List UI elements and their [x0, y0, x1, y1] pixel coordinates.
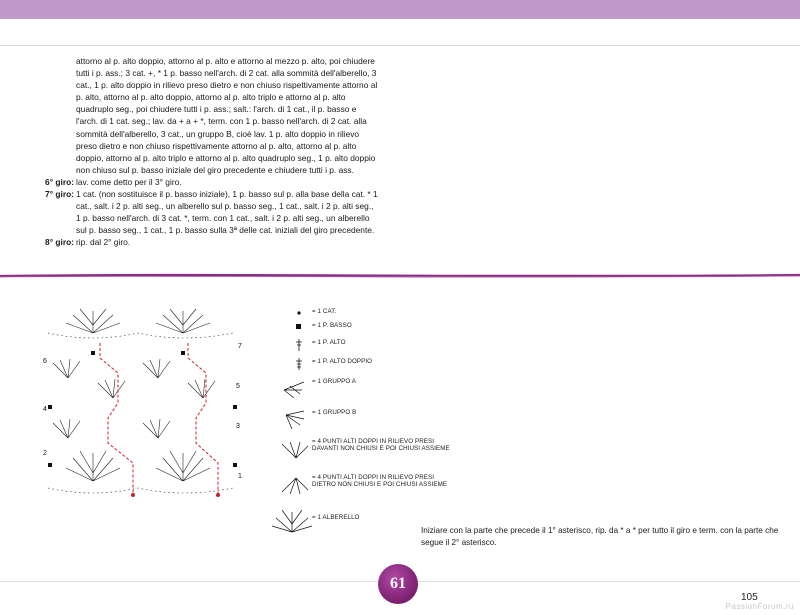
round-text: 1 cat. (non sostituisce il p. basso iniziale), 1 p. basso sul p. alla base della cat. * 1 cat., salt. i 2 p. alti seg., un alberello sul p. basso seg., 1 cat., salt. i 2 p. alti seg., 1 p. basso nell'arch. di 3 cat. *, term. con 1 cat., salt. i 2 p. alti seg., un alberello sul p. basso seg., 1 cat., 1 p. basso sulla 3ª delle cat. iniziali del giro precedente. — [76, 189, 378, 236]
group-a-icon — [270, 378, 310, 398]
round-label: 7° giro: — [45, 189, 74, 200]
chain-dot-icon — [270, 308, 310, 318]
round-7 — [38, 188, 378, 236]
legend-item: = 1 P. ALTO DOPPIO — [270, 358, 372, 378]
legend-item: = 1 CAT. — [270, 308, 336, 328]
round-text: lav. come detto per il 3° giro. — [76, 176, 182, 187]
round-6 — [38, 176, 378, 188]
chart-grid — [48, 309, 233, 493]
fan-back-icon — [270, 474, 310, 496]
row-label: 2 — [43, 450, 47, 457]
pattern-note: Iniziare con la parte che precede il 1° asterisco, rip. da * a * per tutto il giro e term. con la parte che segue il 2° asterisco. — [421, 526, 779, 547]
instructions-text — [38, 55, 378, 249]
legend-item: = 1 P. ALTO — [270, 339, 346, 359]
row-label: 6 — [43, 358, 47, 365]
row-label: 3 — [236, 423, 240, 430]
tree-icon — [270, 508, 314, 534]
row-label: 4 — [43, 406, 47, 413]
fan-front-icon — [270, 438, 310, 460]
legend-item: = 1 GRUPPO B — [270, 409, 356, 429]
legend-item: = 1 P. BASSO — [270, 322, 352, 342]
round-label: 6° giro: — [45, 176, 74, 187]
watermark: PassionForum.ru — [725, 602, 794, 611]
section-divider — [0, 272, 800, 279]
page-number: 105 — [741, 592, 758, 603]
instructions-intro: attorno al p. alto doppio, attorno al p. alto e attorno al mezzo p. alto, poi chiudere tutti i p. ass.; 3 cat. +, * 1 p. basso nell'arch. di 2 cat. alla sommità dell'alberello, 3 cat., 1 p. alto doppio in rilievo preso dietro e non chiuso rispettivamente attorno al p. alto, attorno al p. alto doppio, attorno al p. alto triplo e attorno al p. alto quadruplo seg., poi chiudere tutti i p. ass.; salt.: l'arch. di 1 cat., il p. basso e l'arch. di 1 cat. seg.; lav. da + a + *, term. con 1 p. basso nell'arch. di 2 cat. alla sommità dell'alberello, 3 cat., un gruppo B, cioè lav. 1 p. alto doppio in rilievo preso dietro e non chiuso rispettivamente attorno al p. alto, attorno al p. alto doppio, attorno al p. alto triplo e attorno al p. alto quadruplo seg., 1 p. alto doppio non chiuso sul p. basso iniziale del giro precedente e chiudere tutti i p. ass. — [76, 56, 378, 175]
fan-back-icon — [53, 419, 170, 438]
legend-item: = 1 ALBERELLO — [270, 508, 360, 534]
row-label: 1 — [238, 473, 242, 480]
round-label: 8° giro: — [45, 237, 74, 248]
header-band — [0, 0, 800, 19]
legend-item: = 4 PUNTI ALTI DOPPI IN RILIEVO PRESI DAVANTI NON CHIUSI E POI CHIUSI ASSIEME — [270, 438, 460, 458]
round-8 — [38, 236, 378, 248]
single-crochet-marks — [48, 351, 237, 467]
row-label: 7 — [238, 343, 242, 350]
repeat-end-marker — [216, 493, 220, 497]
repeat-line — [100, 343, 218, 493]
treble-cross-icon — [270, 339, 310, 351]
crochet-chart — [38, 303, 248, 508]
header-rule — [0, 45, 800, 46]
fan-front-icon — [53, 359, 215, 398]
legend-item: = 4 PUNTI ALTI DOPPI IN RILIEVO PRESI DIETRO NON CHIUSI E POI CHIUSI ASSIEME — [270, 474, 460, 494]
row-label: 5 — [236, 383, 240, 390]
double-treble-icon — [270, 358, 310, 370]
round-text: rip. dal 2° giro. — [76, 237, 131, 248]
legend-item: = 1 GRUPPO A — [270, 378, 356, 398]
tree-icon — [66, 309, 210, 333]
group-b-icon — [270, 409, 310, 429]
issue-badge: 61 — [378, 564, 418, 604]
repeat-start-marker — [131, 493, 135, 497]
square-icon — [270, 322, 310, 332]
